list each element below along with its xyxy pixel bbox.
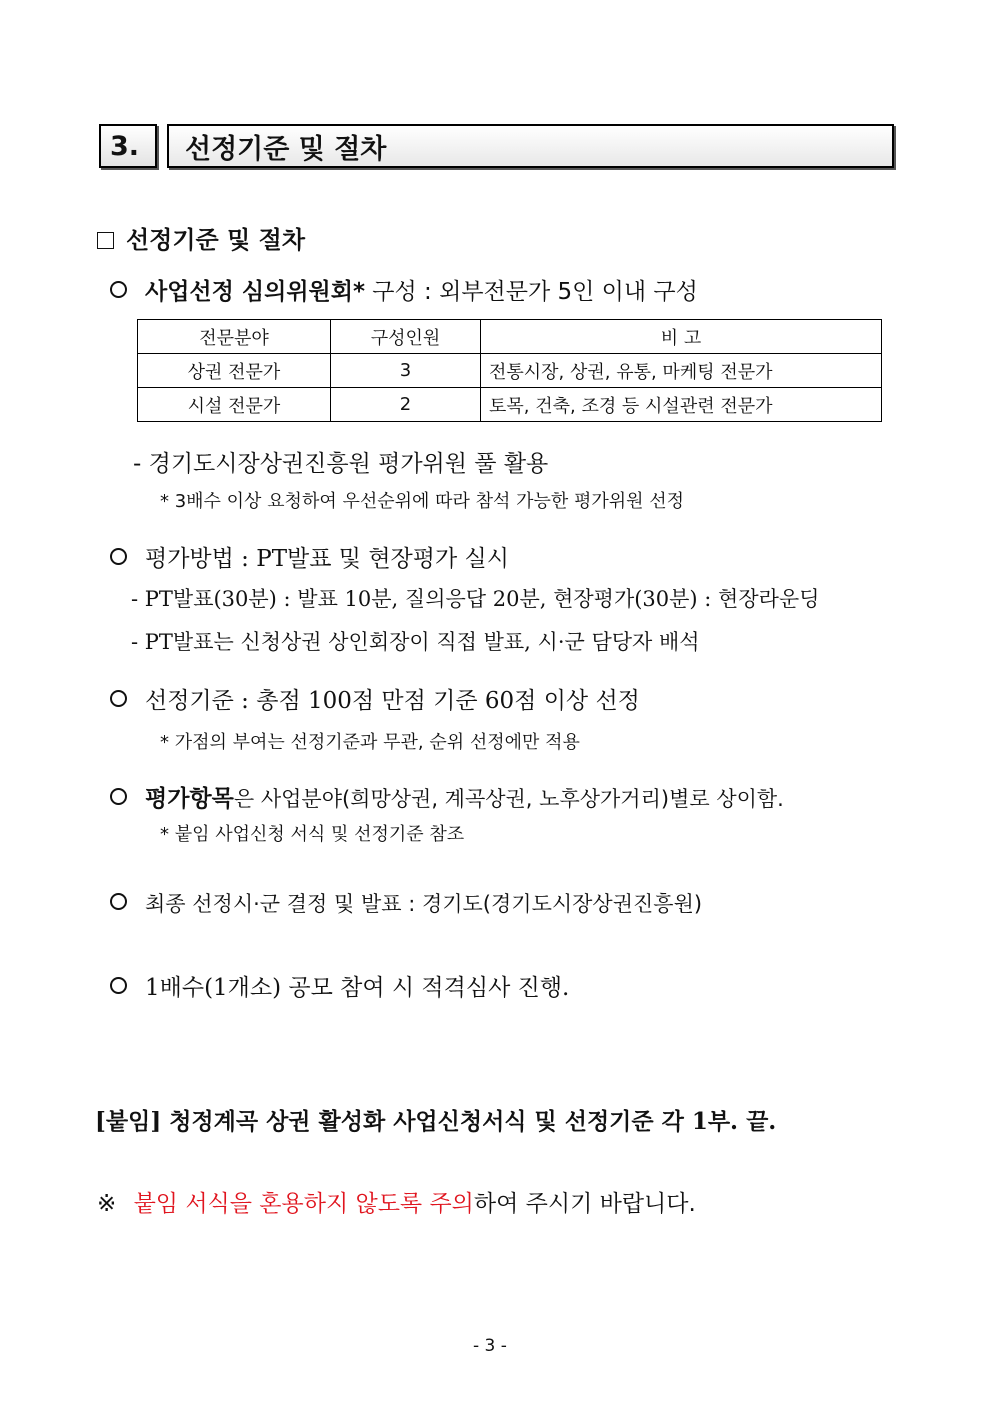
committee-star-note: * 3배수 이상 요청하여 우선순위에 따라 참석 가능한 평가위원 선정 — [160, 491, 685, 512]
table-cell: 전통시장, 상권, 유통, 마케팅 전문가 — [481, 354, 882, 388]
committee-bold-label: 사업선정 심의위원회* — [145, 279, 365, 305]
criteria-title: 선정기준 : 총점 100점 만점 기준 60점 이상 선정 — [145, 688, 640, 714]
circle-bullet-icon — [110, 977, 127, 994]
criteria-line — [110, 682, 640, 715]
committee-line — [110, 273, 698, 306]
final-line — [110, 888, 702, 918]
circle-bullet-icon — [110, 893, 127, 910]
table-cell: 시설 전문가 — [138, 388, 331, 422]
evaluation-dash-2: - PT발표는 신청상권 상인회장이 직접 발표, 시·군 담당자 배석 — [131, 630, 700, 654]
reference-mark: ※ — [97, 1191, 117, 1217]
section-title: 선정기준 및 절차 — [167, 124, 894, 168]
table-row — [138, 354, 882, 388]
circle-bullet-icon — [110, 690, 127, 707]
attachment-line: [붙임] 청정계곡 상권 활성화 사업신청서식 및 선정기준 각 1부. 끝. — [95, 1108, 777, 1135]
warning-rest: 하여 주시기 바랍니다. — [473, 1191, 696, 1217]
heading — [97, 220, 305, 255]
circle-bullet-icon — [110, 788, 127, 805]
table-cell: 2 — [331, 388, 481, 422]
table-header-remark: 비 고 — [481, 320, 882, 354]
page-number: - 3 - — [473, 1336, 507, 1356]
table-cell: 토목, 건축, 조경 등 시설관련 전문가 — [481, 388, 882, 422]
warning-line — [97, 1185, 696, 1218]
items-star-note: * 붙임 사업신청 서식 및 선정기준 참조 — [160, 824, 465, 845]
table-cell: 3 — [331, 354, 481, 388]
circle-bullet-icon — [110, 281, 127, 298]
items-bold: 평가항목 — [145, 786, 234, 812]
table-header-row — [138, 320, 882, 354]
committee-table — [137, 319, 882, 422]
table-header-count: 구성인원 — [331, 320, 481, 354]
section-number: 3. — [99, 124, 157, 168]
items-rest: 은 사업분야(희망상권, 계곡상권, 노후상가거리)별로 상이함. — [233, 787, 784, 811]
warning-red-text: 붙임 서식을 혼용하지 않도록 주의 — [133, 1191, 474, 1217]
table-header-field: 전문분야 — [138, 320, 331, 354]
committee-dash-note: - 경기도시장상권진흥원 평가위원 풀 활용 — [133, 451, 549, 477]
single-text: 1배수(1개소) 공모 참여 시 적격심사 진행. — [145, 975, 570, 1001]
evaluation-dash-1: - PT발표(30분) : 발표 10분, 질의응답 20분, 현장평가(30분) : 현장라운딩 — [131, 587, 820, 611]
single-line — [110, 969, 569, 1002]
heading-text: 선정기준 및 절차 — [126, 226, 305, 254]
circle-bullet-icon — [110, 548, 127, 565]
final-text: 최종 선정시·군 결정 및 발표 : 경기도(경기도시장상권진흥원) — [145, 892, 703, 916]
checkbox-square-icon — [97, 232, 114, 249]
committee-rest: 구성 : 외부전문가 5인 이내 구성 — [365, 279, 698, 305]
criteria-star-note: * 가점의 부여는 선정기준과 무관, 순위 선정에만 적용 — [160, 732, 580, 753]
evaluation-line — [110, 540, 509, 573]
evaluation-title: 평가방법 : PT발표 및 현장평가 실시 — [145, 546, 509, 572]
table-row — [138, 388, 882, 422]
items-line — [110, 780, 784, 813]
table-cell: 상권 전문가 — [138, 354, 331, 388]
